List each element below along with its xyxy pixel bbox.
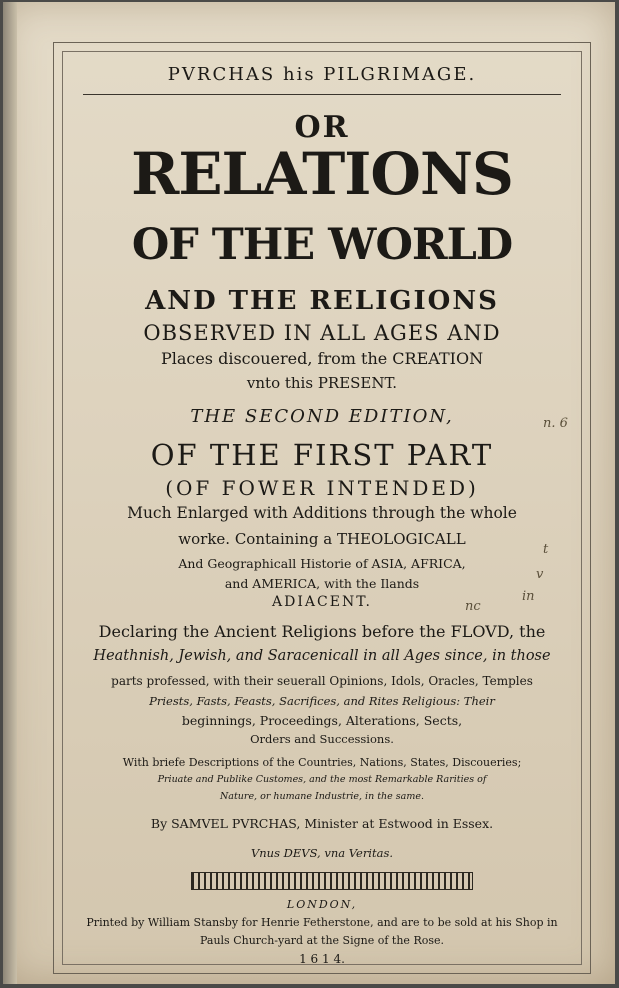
declaring-line4: Priests, Fasts, Feasts, Sacrifices, and Rites Religious: Their [149,694,495,708]
motto: Vnus DEVS, vna Veritas. [250,846,394,860]
declaring-line5: beginnings, Proceedings, Alterations, Sects, [181,713,463,728]
imprint-printer: Printed by William Stansby for Henrie Fetherstone, and are to be sold at his Shop in [86,916,558,929]
declaring-line1: Declaring the Ancient Religions before the FLOVD, the [98,622,546,641]
margin-note-ilands: in [522,589,535,604]
margin-note-america: v [536,567,544,582]
author-line: By SAMVEL PVRCHAS, Minister at Estwood in Essex. [150,816,494,831]
title-page [3,2,615,984]
part-enlarged: Much Enlarged with Additions through the whole [127,504,517,522]
title-and-religions: AND THE RELIGIONS [145,286,499,316]
title-unto: vnto this PRESENT. [246,374,398,392]
part-fower: (OF FOWER INTENDED) [165,476,479,500]
declaring-line6: Orders and Successions. [250,732,394,746]
page-frame-outer [53,42,591,974]
page-frame-inner [62,51,582,965]
title-of-the-world: OF THE WORLD [131,220,513,270]
part-adiacent: ADIACENT. [272,594,372,610]
edition-line: THE SECOND EDITION, [190,406,454,427]
margin-note-edition: n. 6 [543,416,568,431]
part-geographicall: And Geographicall Historie of ASIA, AFRICA, [178,556,466,571]
descriptions-line2: Priuate and Publike Customes, and the most Remarkable Rarities of [157,774,487,785]
title-places: Places discouered, from the CREATION [160,349,484,368]
part-containing: worke. Containing a THEOLOGICALL [178,530,466,548]
running-title: PVRCHAS his PILGRIMAGE. [167,64,477,85]
book-spine-edge [3,2,17,984]
title-or: OR [294,110,350,145]
imprint-location: Pauls Church-yard at the Signe of the Rose. [199,934,444,947]
title-rule [83,94,561,95]
part-first-part: OF THE FIRST PART [150,438,494,472]
imprint-year: 1 6 1 4. [299,952,345,966]
title-observed: OBSERVED IN ALL AGES AND [143,321,501,345]
margin-note-flood: nc [465,599,481,614]
declaring-line3: parts professed, with their seuerall Opinions, Idols, Oracles, Temples [111,674,533,688]
descriptions-line1: With briefe Descriptions of the Countries, Nations, States, Discoueries; [122,756,522,769]
descriptions-line3: Nature, or humane Industrie, in the same. [219,791,424,802]
imprint-city: LONDON, [286,898,358,911]
margin-note-africa: t [543,542,549,557]
ornament-band [191,872,473,890]
declaring-line2: Heathnish, Jewish, and Saracenicall in all Ages since, in those [93,648,551,664]
part-america: and AMERICA, with the Ilands [224,576,420,591]
title-relations: RELATIONS [131,140,513,208]
